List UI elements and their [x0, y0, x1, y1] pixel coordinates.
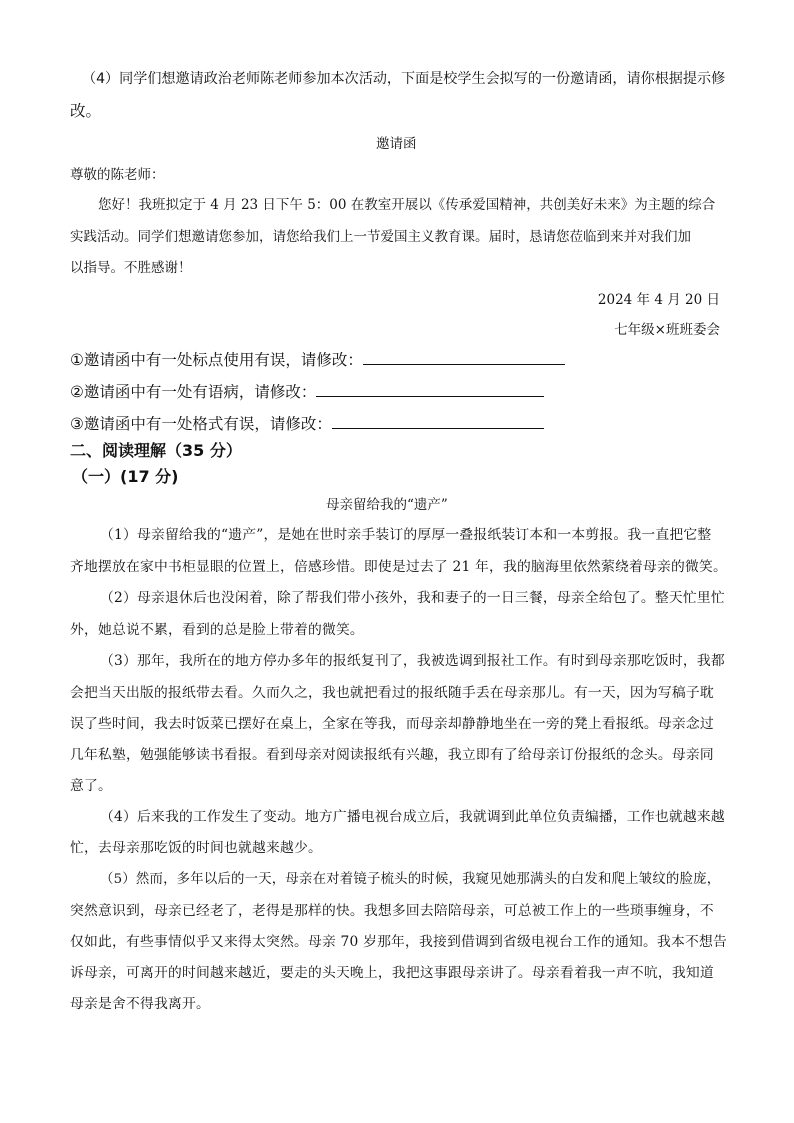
passage-line: （2）母亲退休后也没闲着，除了帮我们带小孩外，我和妻子的一日三餐，母亲全给包了。整天忙里忙 — [100, 590, 725, 606]
item-1-answer-blank[interactable] — [363, 350, 565, 365]
passage-line: 几年私塾，勉强能够读书看报。看到母亲对阅读报纸有兴趣，我立即有了给母亲订份报纸的念头。母亲同 — [70, 747, 714, 763]
passage-line: （1）母亲留给我的“遗产”，是她在世时亲手装订的厚厚一叠报纸装订本和一本剪报。我一直把它整 — [100, 527, 712, 543]
passage-line: 会把当天出版的报纸带去看。久而久之，我也就把看过的报纸随手丢在母亲那儿。有一天，因为写稿子耽 — [70, 685, 714, 701]
passage-line: 误了些时间，我去时饭菜已摆好在桌上，全家在等我，而母亲却静静地坐在一旁的凳上看报纸。母亲念过 — [70, 716, 714, 732]
item-2-answer-blank[interactable] — [316, 382, 544, 397]
item-3-prompt: ③邀请函中有一处格式有误，请修改： — [70, 415, 332, 433]
passage-line: （3）那年，我所在的地方停办多年的报纸复刊了，我被选调到报社工作。有时到母亲那吃饭时，我都 — [100, 653, 725, 669]
letter-body-line-1: 您好！我班拟定于 4 月 23 日下午 5：00 在教室开展以《传承爱国精神，共创美好未来》为主题的综合 — [98, 197, 716, 213]
section-part-heading: （一）(17 分) — [72, 467, 179, 486]
item-2 — [70, 380, 544, 402]
letter-date: 2024 年 4 月 20 日 — [597, 292, 720, 308]
item-3-answer-blank[interactable] — [332, 414, 544, 429]
item-2-prompt: ②邀请函中有一处有语病，请修改： — [70, 383, 317, 401]
item-1-prompt: ①邀请函中有一处标点使用有误，请修改： — [70, 351, 363, 369]
letter-signature: 七年级×班班委会 — [614, 322, 720, 338]
passage-line: 意了。 — [70, 778, 112, 794]
letter-body-line-2: 实践活动。同学们想邀请您参加，请您给我们上一节爱国主义教育课。届时，恳请您莅临到来并对我们加 — [70, 229, 691, 245]
item-1 — [70, 348, 565, 370]
letter-salutation: 尊敬的陈老师： — [70, 167, 165, 183]
passage-line: 忙，去母亲那吃饭的时间也就越来越少。 — [70, 840, 322, 856]
passage-line: 外，她总说不累，看到的总是脸上带着的微笑。 — [70, 622, 364, 638]
question-4-text-line-2: 改。 — [70, 102, 102, 120]
item-3 — [70, 412, 544, 434]
passage-line: （4）后来我的工作发生了变动。地方广播电视台成立后，我就调到此单位负责编播，工作也就越来越 — [100, 809, 725, 825]
passage-line: 诉母亲，可离开的时间越来越近，要走的头天晚上，我把这事跟母亲讲了。母亲看着我一声不吭，我知道 — [70, 965, 714, 981]
question-4-text-line-1: （4）同学们想邀请政治老师陈老师参加本次活动，下面是校学生会拟写的一份邀请函，请你根据提示修 — [82, 71, 726, 87]
passage-line: 仅如此，有些事情似乎又来得太突然。母亲 70 岁那年，我接到借调到省级电视台工作的通知。我本不想告 — [70, 934, 727, 950]
letter-body-line-3: 以指导。不胜感谢！ — [70, 260, 192, 276]
letter-title: 邀请函 — [376, 136, 417, 152]
passage-title: 母亲留给我的“遗产” — [326, 497, 448, 513]
passage-line: 齐地摆放在家中书柜显眼的位置上，倍感珍惜。即使是过去了 21 年，我的脑海里依然萦绕着母亲的微笑。 — [70, 559, 727, 575]
passage-line: 母亲是舍不得我离开。 — [70, 996, 210, 1012]
passage-line: 突然意识到，母亲已经老了，老得是那样的快。我想多回去陪陪母亲，可总被工作上的一些琐事缠身，不 — [70, 903, 714, 919]
section-heading: 二、阅读理解（35 分） — [70, 441, 242, 460]
passage-line: （5）然而，多年以后的一天，母亲在对着镜子梳头的时候，我窥见她那满头的白发和爬上皱纹的脸庞， — [100, 872, 721, 887]
